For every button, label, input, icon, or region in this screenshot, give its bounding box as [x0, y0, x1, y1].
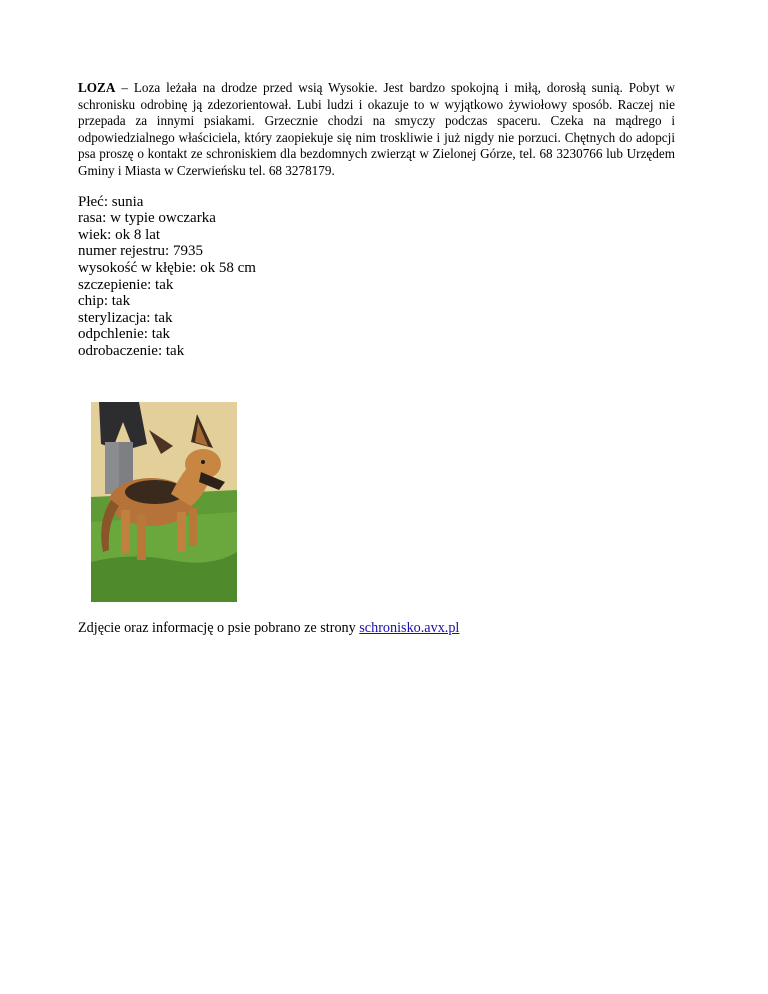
detail-chip: chip: tak: [78, 293, 131, 310]
intro-paragraph: [78, 80, 675, 180]
detail-sex: Płeć: sunia: [78, 193, 144, 210]
details-list: [78, 194, 675, 360]
detail-age: wiek: ok 8 lat: [78, 226, 161, 243]
source-link[interactable]: schronisko.avx.pl: [359, 620, 460, 636]
document-page: [78, 80, 675, 636]
detail-deworming: odrobaczenie: tak: [78, 342, 185, 359]
detail-register-number: numer rejestru: 7935: [78, 243, 203, 260]
intro-text: – Loza leżała na drodze przed wsią Wysokie. Jest bardzo spokojną i miłą, dorosłą sunią. Pobyt w schronisku odrobinę ją zdezorientował. Lubi ludzi i okazuje to w wyjątkowo żywiołowy sposób. Raczej nie przepada za innymi psiakami. Grzecznie chodzi na smyczy podczas spaceru. Czeka na mądrego i odpowiedzialnego właściciela, który zaopiekuje się nim troskliwie i już nigdy nie porzuci. Chętnych do adopcji psa proszę o kontakt ze schroniskiem dla bezdomnych zwierząt w Zielonej Górze, tel. 68 3230766 lub Urzędem Gminy i Miasta w Czerwieńsku tel. 68 3278179.: [78, 80, 675, 178]
detail-breed: rasa: w typie owczarka: [78, 210, 216, 227]
dog-photo: [91, 402, 237, 602]
detail-vaccination: szczepienie: tak: [78, 276, 174, 293]
detail-flea-treatment: odpchlenie: tak: [78, 326, 171, 343]
source-note: [78, 620, 459, 637]
dog-photo-illustration: [91, 402, 237, 602]
source-note-text: Zdjęcie oraz informację o psie pobrano ze strony: [78, 620, 360, 636]
detail-height: wysokość w kłębie: ok 58 cm: [78, 259, 256, 276]
detail-sterilization: sterylizacja: tak: [78, 309, 173, 326]
dog-name: LOZA: [78, 80, 116, 95]
